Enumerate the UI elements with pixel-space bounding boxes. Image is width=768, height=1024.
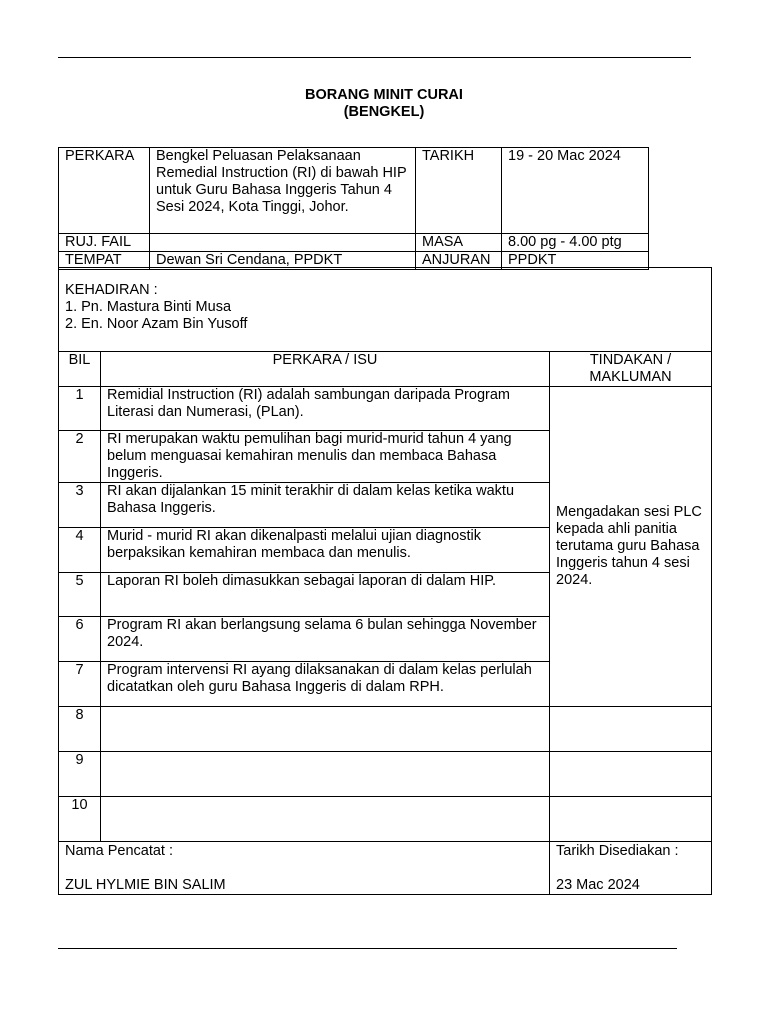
row-issue: Program RI akan berlangsung selama 6 bulan sehingga November 2024. <box>101 617 550 662</box>
column-header-tindakan: TINDAKAN / MAKLUMAN <box>550 352 712 387</box>
ruj-fail-value <box>150 234 416 252</box>
anjuran-value: PPDKT <box>502 252 649 270</box>
attendance-section <box>59 268 712 352</box>
row-number: 2 <box>59 431 101 483</box>
top-rule <box>58 57 691 58</box>
document-title: BORANG MINIT CURAI <box>305 87 463 103</box>
masa-label: MASA <box>416 234 502 252</box>
row-number: 8 <box>59 707 101 752</box>
row-number: 6 <box>59 617 101 662</box>
pencatat-label: Nama Pencatat : <box>65 843 173 859</box>
attendance-member: 2. En. Noor Azam Bin Yusoff <box>65 316 248 332</box>
row-issue: Program intervensi RI ayang dilaksanakan di dalam kelas perlulah dicatatkan oleh guru Bahasa Inggeris di dalam RPH. <box>101 662 550 707</box>
tarikh-disediakan-label: Tarikh Disediakan : <box>556 843 679 859</box>
perkara-label: PERKARA <box>59 148 150 234</box>
row-number: 3 <box>59 483 101 528</box>
tarikh-disediakan-section <box>550 842 712 895</box>
row-tindakan <box>550 797 712 842</box>
row-issue: RI merupakan waktu pemulihan bagi murid-murid tahun 4 yang belum menguasai kemahiran menulis dan membaca Bahasa Inggeris. <box>101 431 550 483</box>
tempat-label: TEMPAT <box>59 252 150 270</box>
bottom-rule <box>58 948 677 949</box>
row-issue: Murid - murid RI akan dikenalpasti melalui ujian diagnostik berpaksikan kemahiran membaca dan menulis. <box>101 528 550 573</box>
document-subtitle: (BENGKEL) <box>343 104 425 120</box>
row-number: 7 <box>59 662 101 707</box>
tarikh-label: TARIKH <box>416 148 502 234</box>
row-number: 10 <box>59 797 101 842</box>
perkara-value: Bengkel Peluasan Pelaksanaan Remedial Instruction (RI) di bawah HIP untuk Guru Bahasa Inggeris Tahun 4 Sesi 2024, Kota Tinggi, Johor. <box>150 148 416 234</box>
column-header-perkara: PERKARA / ISU <box>101 352 550 387</box>
column-header-bil: BIL <box>59 352 101 387</box>
anjuran-label: ANJURAN <box>416 252 502 270</box>
tindakan-merged-cell: Mengadakan sesi PLC kepada ahli panitia terutama guru Bahasa Inggeris tahun 4 sesi 2024. <box>550 387 712 707</box>
minutes-table <box>58 267 712 895</box>
ruj-fail-label: RUJ. FAIL <box>59 234 150 252</box>
row-number: 5 <box>59 573 101 617</box>
masa-value: 8.00 pg - 4.00 ptg <box>502 234 649 252</box>
attendance-member: 1. Pn. Mastura Binti Musa <box>65 299 232 315</box>
attendance-heading: KEHADIRAN : <box>65 282 158 298</box>
row-tindakan <box>550 752 712 797</box>
row-number: 1 <box>59 387 101 431</box>
row-number: 9 <box>59 752 101 797</box>
row-issue: Remidial Instruction (RI) adalah sambungan daripada Program Literasi dan Numerasi, (PLan). <box>101 387 550 431</box>
pencatat-name: ZUL HYLMIE BIN SALIM <box>65 877 226 893</box>
tarikh-value: 19 - 20 Mac 2024 <box>502 148 649 234</box>
tempat-value: Dewan Sri Cendana, PPDKT <box>150 252 416 270</box>
pencatat-section <box>59 842 550 895</box>
row-tindakan <box>550 707 712 752</box>
header-table <box>58 147 649 270</box>
row-number: 4 <box>59 528 101 573</box>
row-issue: Laporan RI boleh dimasukkan sebagai laporan di dalam HIP. <box>101 573 550 617</box>
row-issue <box>101 752 550 797</box>
row-issue <box>101 707 550 752</box>
row-issue: RI akan dijalankan 15 minit terakhir di dalam kelas ketika waktu Bahasa Inggeris. <box>101 483 550 528</box>
row-issue <box>101 797 550 842</box>
tarikh-disediakan-value: 23 Mac 2024 <box>556 877 640 893</box>
